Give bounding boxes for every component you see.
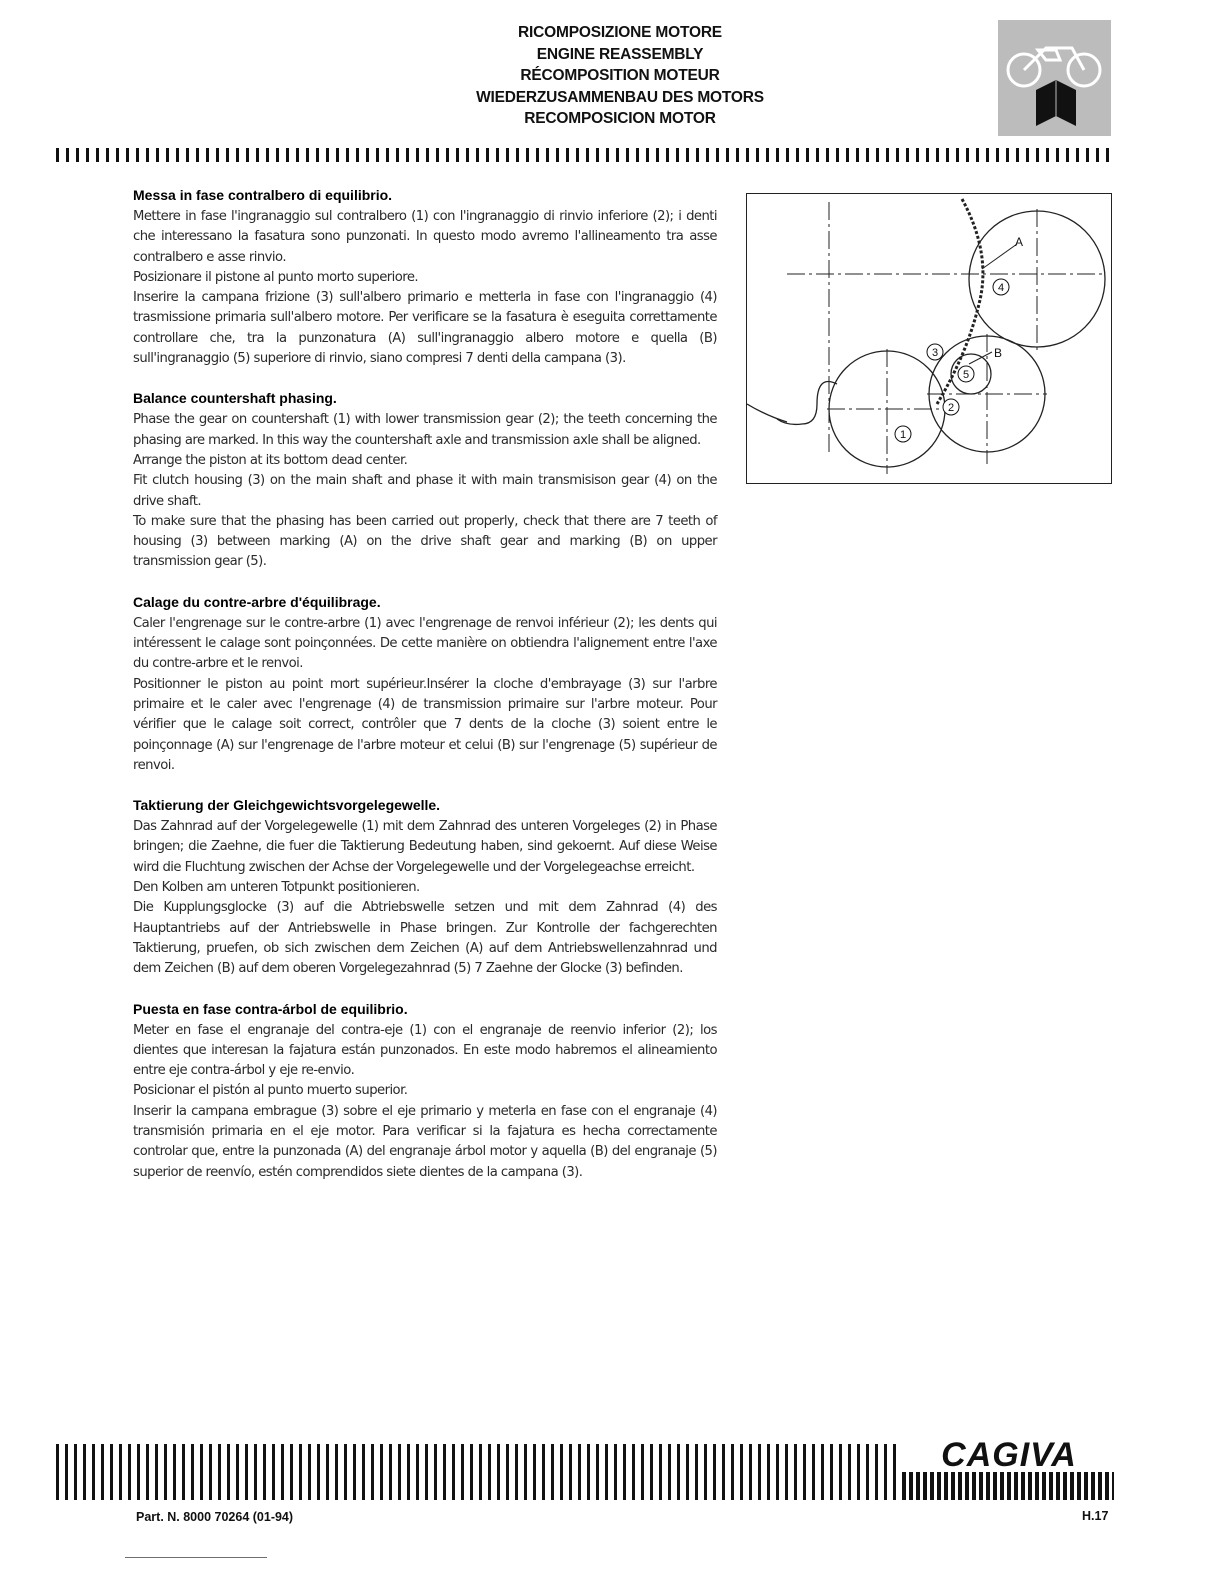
footer-underline [125,1557,267,1558]
section-english [133,388,717,572]
instruction-text [133,185,717,1202]
paragraph: Phase the gear on countershaft (1) with lower transmission gear (2); the teeth concerning the phasing are marked. In this way the countershaft axle and transmission axle shall be aligned. [133,412,717,448]
callout-5: 5 [962,369,970,381]
title-french: RÉCOMPOSITION MOTEUR [520,67,720,84]
paragraph: Posizionare il pistone al punto morto superiore. [133,269,419,285]
section-spanish [133,999,717,1183]
paragraph: To make sure that the phasing has been carried out properly, check that there are 7 teeth of housing (3) between marking (A) on the drive shaft gear and marking (B) on upper transmission gear (5). [133,513,717,570]
title-english: ENGINE REASSEMBLY [536,45,704,63]
brand-name: CAGIVA [941,1437,1077,1471]
title-german: WIEDERZUSAMMENBAU DES MOTORS [476,88,764,106]
paragraph: Die Kupplungsglocke (3) auf die Abtriebswelle setzen und mit dem Zahnrad (4) des Hauptantriebs auf der Antriebswelle in Phase bringen. Zur Kontrolle der fachgerechten Taktierung, pruefen, ob sich zwischen dem Zeichen (A) auf dem Antriebswellenzahnrad und dem Zeichen (B) auf dem oberen Vorgelegezahnrad (5) 7 Zaehne der Glocke (3) befinden. [133,900,717,977]
paragraph: Mettere in fase l'ingranaggio sul contralbero (1) con l'ingranaggio di rinvio inferiore (2); i denti che interessano la fasatura sono punzonati. In questo modo avremo l'allineamento tra asse contralbero e asse rinvio. [133,209,717,265]
footer-barcode-dense [902,1472,1114,1500]
section-heading: Calage du contre-arbre d'équilibrage. [133,593,381,610]
cagiva-logo [904,1437,1114,1471]
diagram-label-a: A [1015,235,1024,249]
page-code: H.17 [1082,1509,1109,1523]
callout-3: 3 [931,347,939,359]
part-number: Part. N. 8000 70264 (01-94) [136,1510,294,1524]
footer-barcode-rule [56,1444,901,1500]
paragraph: Caler l'engrenage sur le contre-arbre (1) avec l'engrenage de renvoi inférieur (2); les dents qui intéressent le calage sont poinçonnées. De cette manière on obtiendra l'alignement entre l'axe du contre-arbre et le renvoi. [133,615,717,672]
section-french [133,592,717,776]
callout-4: 4 [997,282,1005,294]
paragraph: Den Kolben am unteren Totpunkt positionieren. [133,880,420,896]
title-italian: RICOMPOSIZIONE MOTORE [518,24,722,41]
paragraph: Inserire la campana frizione (3) sull'albero primario e metterla in fase con l'ingranaggio (4) trasmissione primaria sull'albero motore. Per verificare se la fasatura è eseguita correttamente controllare che, tra la punzonatura (A) sull'ingranaggio albero motore e quella (B) sull'ingranaggio (5) superiore di rinvio, siano compresi 7 denti della campana (3). [133,290,717,367]
paragraph: Inserir la campana embrague (3) sobre el eje primario y meterla en fase con el engranaje (4) transmisión primaria en el eje motor. Para verificar si la fajatura es hecha correctamente controlar que, entre la punzonada (A) del engranaje árbol motor y aquella (B) del engranaje (5) superior de reenvío, estén comprendidos siete dientes de la campana (3). [133,1103,717,1180]
title-spanish: RECOMPOSICION MOTOR [524,110,716,127]
paragraph: Das Zahnrad auf der Vorgelegewelle (1) mit dem Zahnrad des unteren Vorgeleges (2) in Phase bringen; die Zaehne, die fuer die Taktierung Bedeutung haben, sind gekoernt. Auf diese Weise wird die Fluchtung zwischen der Achse der Vorgelegewelle und der Vorgelegeachse erreicht. [133,819,717,875]
section-heading: Messa in fase contralbero di equilibrio. [133,187,393,203]
callout-2: 2 [947,402,955,414]
gear-phasing-diagram [746,193,1112,484]
paragraph: Meter en fase el engranaje del contra-eje (1) con el engranaje de reenvio inferior (2); los dientes que interesan la fajatura están punzonados. En este modo habremos el alineamiento entre eje contra-árbol y eje re-envio. [133,1022,717,1079]
paragraph: Posicionar el pistón al punto muerto superior. [133,1083,408,1099]
housing-outline [777,382,837,425]
section-heading: Taktierung der Gleichgewichtsvorgelegewelle. [133,797,441,814]
paragraph: Fit clutch housing (3) on the main shaft and phase it with main transmisison gear (4) on the drive shaft. [133,473,717,509]
section-german [133,795,717,979]
section-heading: Balance countershaft phasing. [133,390,337,407]
diagram-label-b: B [994,346,1003,360]
paragraph: Arrange the piston at its bottom dead center. [133,452,408,468]
paragraph: Positionner le piston au point mort supérieur.Insérer la cloche d'embrayage (3) sur l'arbre primaire et le caler avec l'engrenage (4) de transmission primaire sur l'arbre moteur. Pour vérifier que le calage soit correct, contrôler que 7 dents de la cloche (3) soient entre le poinçonnage (A) sur l'engrenage de l'arbre moteur et celui (B) sur l'engrenage (5) supérieur de renvoi. [133,676,717,773]
section-italian [133,185,717,369]
section-heading: Puesta en fase contra-árbol de equilibrio. [133,1000,408,1017]
motorcycle-section-icon [998,20,1111,136]
header-titles [420,22,820,130]
callout-1: 1 [899,429,907,441]
header-divider [56,148,1114,162]
